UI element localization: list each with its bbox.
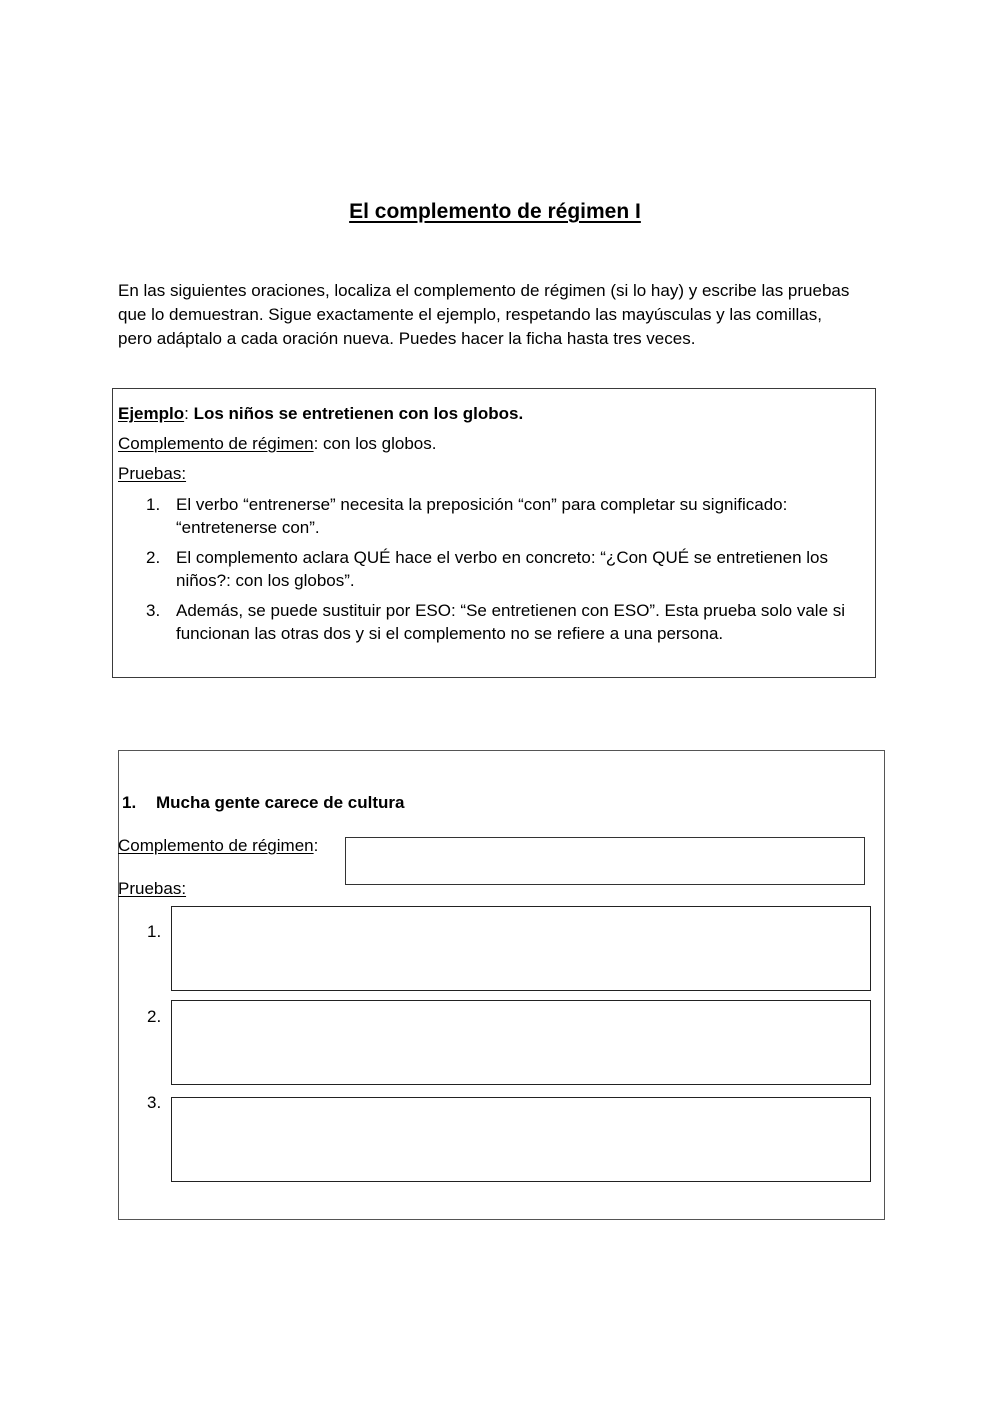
example-heading bbox=[118, 403, 523, 425]
proof-answer-input[interactable] bbox=[171, 1000, 871, 1085]
complement-label bbox=[118, 836, 318, 856]
example-proof-number: 2. bbox=[146, 548, 161, 567]
example-complement-label: Complemento de régimen bbox=[118, 434, 314, 453]
page-title: El complemento de régimen I bbox=[349, 200, 641, 223]
exercise-sentence bbox=[122, 793, 404, 813]
example-proof-item bbox=[146, 546, 846, 592]
instructions: En las siguientes oraciones, localiza el complemento de régimen (si lo hay) y escribe las pruebas que lo demuestran. Sigue exactamente el ejemplo, respetando las mayúsculas y las comillas, pero adáptalo a cada oración nueva. Puedes hacer la ficha hasta tres veces. bbox=[118, 281, 850, 348]
example-proof-text: Además, se puede sustituir por ESO: “Se entretienen con ESO”. Esta prueba solo vale si funcionan las otras dos y si el complemento no se refiere a una persona. bbox=[176, 601, 846, 643]
proofs-label: Pruebas: bbox=[118, 879, 187, 898]
example-separator: : bbox=[184, 404, 194, 423]
exercise-sentence-text: Mucha gente carece de cultura bbox=[156, 793, 405, 812]
example-complement-value: : con los globos. bbox=[313, 434, 437, 453]
exercise-number: 1. bbox=[122, 793, 137, 812]
example-proof-text: El verbo “entrenerse” necesita la preposición “con” para completar su significado: “entretenerse con”. bbox=[176, 495, 788, 537]
example-proofs-label: Pruebas: bbox=[118, 464, 187, 483]
example-label: Ejemplo bbox=[118, 404, 185, 423]
proof-number: 1. bbox=[147, 922, 162, 941]
example-proof-item bbox=[146, 599, 846, 645]
proof-number: 3. bbox=[147, 1093, 162, 1112]
example-proof-item bbox=[146, 493, 846, 539]
proof-number: 2. bbox=[147, 1007, 162, 1026]
example-proof-number: 1. bbox=[146, 495, 161, 514]
complement-label-colon: : bbox=[313, 836, 319, 855]
proof-answer-input[interactable] bbox=[171, 906, 871, 991]
complement-label-text: Complemento de régimen bbox=[118, 836, 314, 855]
example-complement bbox=[118, 433, 436, 455]
example-box bbox=[112, 388, 876, 678]
complement-input[interactable] bbox=[345, 837, 865, 885]
proof-answer-input[interactable] bbox=[171, 1097, 871, 1182]
example-proof-text: El complemento aclara QUÉ hace el verbo en concreto: “¿Con QUÉ se entretienen los niños?: con los globos”. bbox=[176, 548, 828, 590]
example-proof-number: 3. bbox=[146, 601, 161, 620]
example-sentence: Los niños se entretienen con los globos. bbox=[193, 404, 524, 423]
